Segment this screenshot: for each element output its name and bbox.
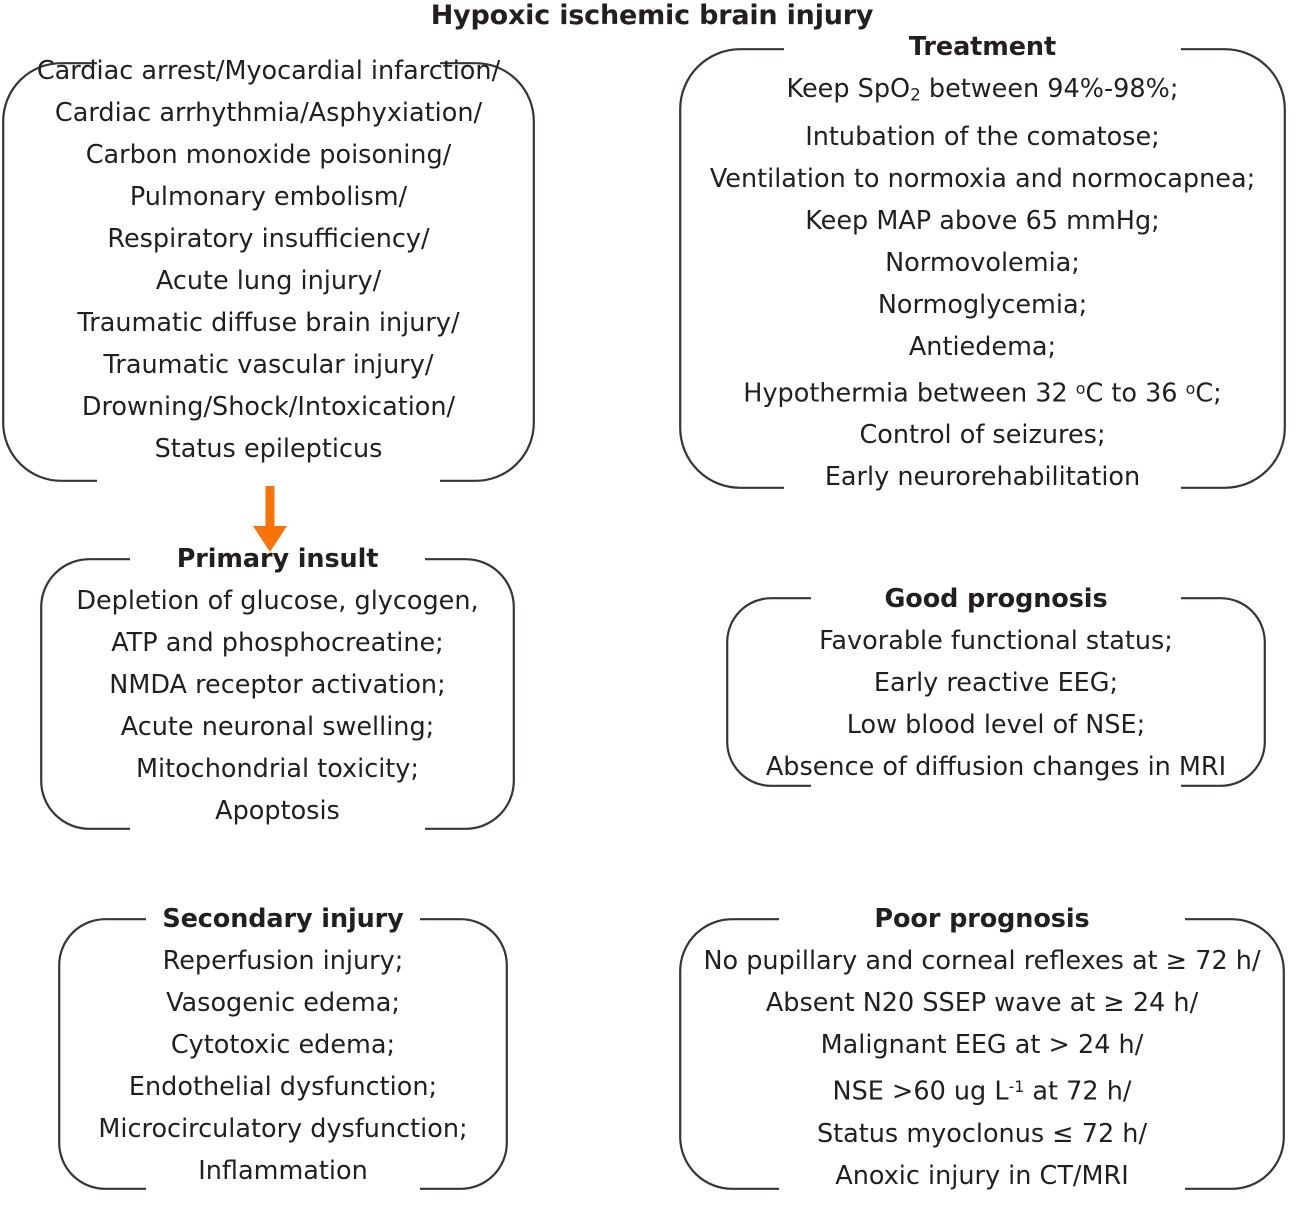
list-item: Hypothermia between 32 $^o$C to 36 $^o$C;: [743, 378, 1222, 409]
primary-insult-box: [40, 544, 515, 830]
degree-sign: o: [1075, 378, 1086, 398]
list-item: Depletion of glucose, glycogen,: [76, 586, 479, 616]
list-item: Status epilepticus: [154, 434, 383, 464]
list-item: Apoptosis: [215, 796, 340, 826]
list-item: Traumatic vascular injury/: [103, 350, 434, 380]
list-item: Cytotoxic edema;: [170, 1030, 396, 1060]
degree-sign: o: [1185, 378, 1196, 398]
list-item: Pulmonary embolism/: [129, 182, 408, 212]
list-item: Absence of diffusion changes in MRI: [765, 752, 1227, 782]
list-item: Acute neuronal swelling;: [120, 712, 435, 742]
list-item: Mitochondrial toxicity;: [136, 754, 419, 784]
list-item: Favorable functional status;: [819, 626, 1173, 656]
list-item: Intubation of the comatose;: [805, 121, 1160, 152]
list-item: No pupillary and corneal reflexes at ≥ 72 h/: [703, 946, 1261, 976]
list-item: Carbon monoxide poisoning/: [85, 140, 452, 170]
list-item: Normoglycemia;: [877, 289, 1088, 320]
list-item: Absent N20 SSEP wave at ≥ 24 h/: [765, 988, 1199, 1018]
list-item: Keep SpO$_2$ between 94%-98%;: [786, 74, 1179, 105]
etiologies-box: [2, 56, 535, 482]
poor-prognosis-heading: Poor prognosis: [874, 904, 1090, 934]
list-item: Microcirculatory dysfunction;: [98, 1114, 468, 1144]
list-item: Respiratory insufficiency/: [107, 224, 430, 254]
good-prognosis-heading: Good prognosis: [884, 584, 1108, 614]
list-item: Anoxic injury in CT/MRI: [835, 1160, 1129, 1191]
list-item: Drowning/Shock/Intoxication/: [81, 392, 456, 422]
list-item: ATP and phosphocreatine;: [111, 628, 444, 658]
etiologies-content: [2, 50, 535, 470]
list-item: Reperfusion injury;: [162, 946, 404, 976]
poor-prognosis-content: [679, 898, 1285, 1197]
list-item: Early neurorehabilitation: [824, 462, 1141, 493]
primary-insult-content: [40, 538, 515, 832]
list-item: Low blood level of NSE;: [846, 710, 1146, 740]
list-item: NSE >60 ug $L^{-1}$ at 72 h/: [832, 1076, 1132, 1107]
primary-insult-heading: Primary insult: [176, 544, 379, 574]
secondary-injury-box: [58, 904, 508, 1190]
list-item: Status myoclonus ≤ 72 h/: [816, 1118, 1148, 1149]
list-item: Traumatic diffuse brain injury/: [77, 308, 460, 338]
list-item: Antiedema;: [908, 331, 1057, 362]
secondary-injury-content: [58, 898, 508, 1192]
treatment-content: [679, 26, 1286, 498]
superscript-minus-one: -1: [1008, 1077, 1025, 1096]
poor-prognosis-box: [679, 904, 1285, 1191]
list-item: NMDA receptor activation;: [109, 670, 446, 700]
subscript-2: 2: [910, 84, 921, 105]
good-prognosis-content: [726, 578, 1266, 788]
list-item: Cardiac arrhythmia/Asphyxiation/: [54, 98, 483, 128]
list-item: Acute lung injury/: [155, 266, 382, 296]
list-item: Inflammation: [198, 1156, 368, 1186]
secondary-injury-heading: Secondary injury: [162, 904, 404, 934]
list-item: Normovolemia;: [885, 247, 1080, 278]
list-item: Control of seizures;: [859, 420, 1106, 451]
list-item: Ventilation to normoxia and normocapnea;: [709, 163, 1256, 194]
page-title: Hypoxic ischemic brain injury: [430, 0, 874, 31]
list-item: Early reactive EEG;: [873, 668, 1119, 698]
good-prognosis-box: [726, 584, 1266, 787]
list-item: Keep MAP above 65 mmHg;: [805, 205, 1160, 236]
list-item: Endothelial dysfunction;: [128, 1072, 438, 1102]
treatment-heading: Treatment: [908, 32, 1057, 62]
list-item: Vasogenic edema;: [166, 988, 400, 1018]
list-item: Malignant EEG at > 24 h/: [820, 1030, 1144, 1060]
list-item: Cardiac arrest/Myocardial infarction/: [36, 56, 501, 86]
treatment-box: [679, 32, 1286, 493]
